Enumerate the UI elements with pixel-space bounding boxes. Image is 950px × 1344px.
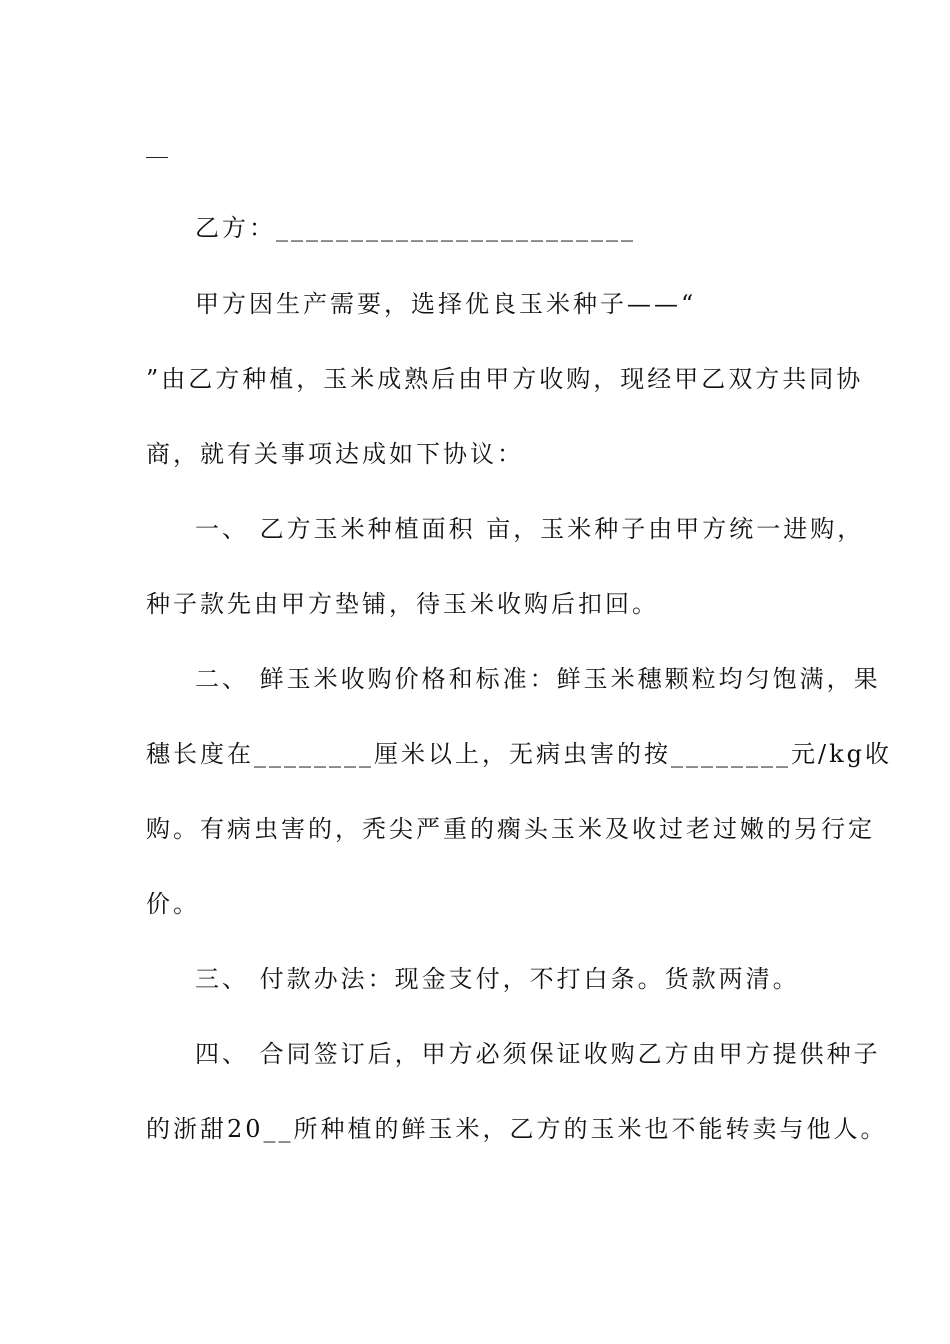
clause-2-line-3: 购。有病虫害的，秃尖严重的瘸头玉米及收过老过嫩的另行定: [146, 815, 875, 843]
clause-4-line-1: 四、 合同签订后，甲方必须保证收购乙方由甲方提供种子: [195, 1040, 881, 1068]
paragraph-intro-2: ”由乙方种植，玉米成熟后由甲方收购，现经甲乙双方共同协: [146, 365, 864, 393]
party-b-line: 乙方：________________________: [195, 214, 636, 242]
clause-3-line-1: 三、 付款办法：现金支付，不打白条。货款两清。: [195, 965, 800, 993]
clause-2-line-1: 二、 鲜玉米收购价格和标准：鲜玉米穗颗粒均匀饱满，果: [195, 665, 881, 693]
clause-2-line-4: 价。: [146, 890, 200, 918]
clause-1-line-1: 一、 乙方玉米种植面积 亩，玉米种子由甲方统一进购，: [195, 515, 865, 543]
paragraph-intro-1: 甲方因生产需要，选择优良玉米种子——“: [195, 290, 697, 318]
top-dash-mark: [146, 157, 168, 158]
paragraph-intro-3: 商，就有关事项达成如下协议：: [146, 440, 524, 468]
clause-2-line-2: 穗长度在________厘米以上，无病虫害的按________元/kg收: [146, 740, 892, 768]
clause-1-line-2: 种子款先由甲方垫铺，待玉米收购后扣回。: [146, 590, 659, 618]
clause-4-line-2: 的浙甜20__所种植的鲜玉米，乙方的玉米也不能转卖与他人。: [146, 1115, 888, 1143]
